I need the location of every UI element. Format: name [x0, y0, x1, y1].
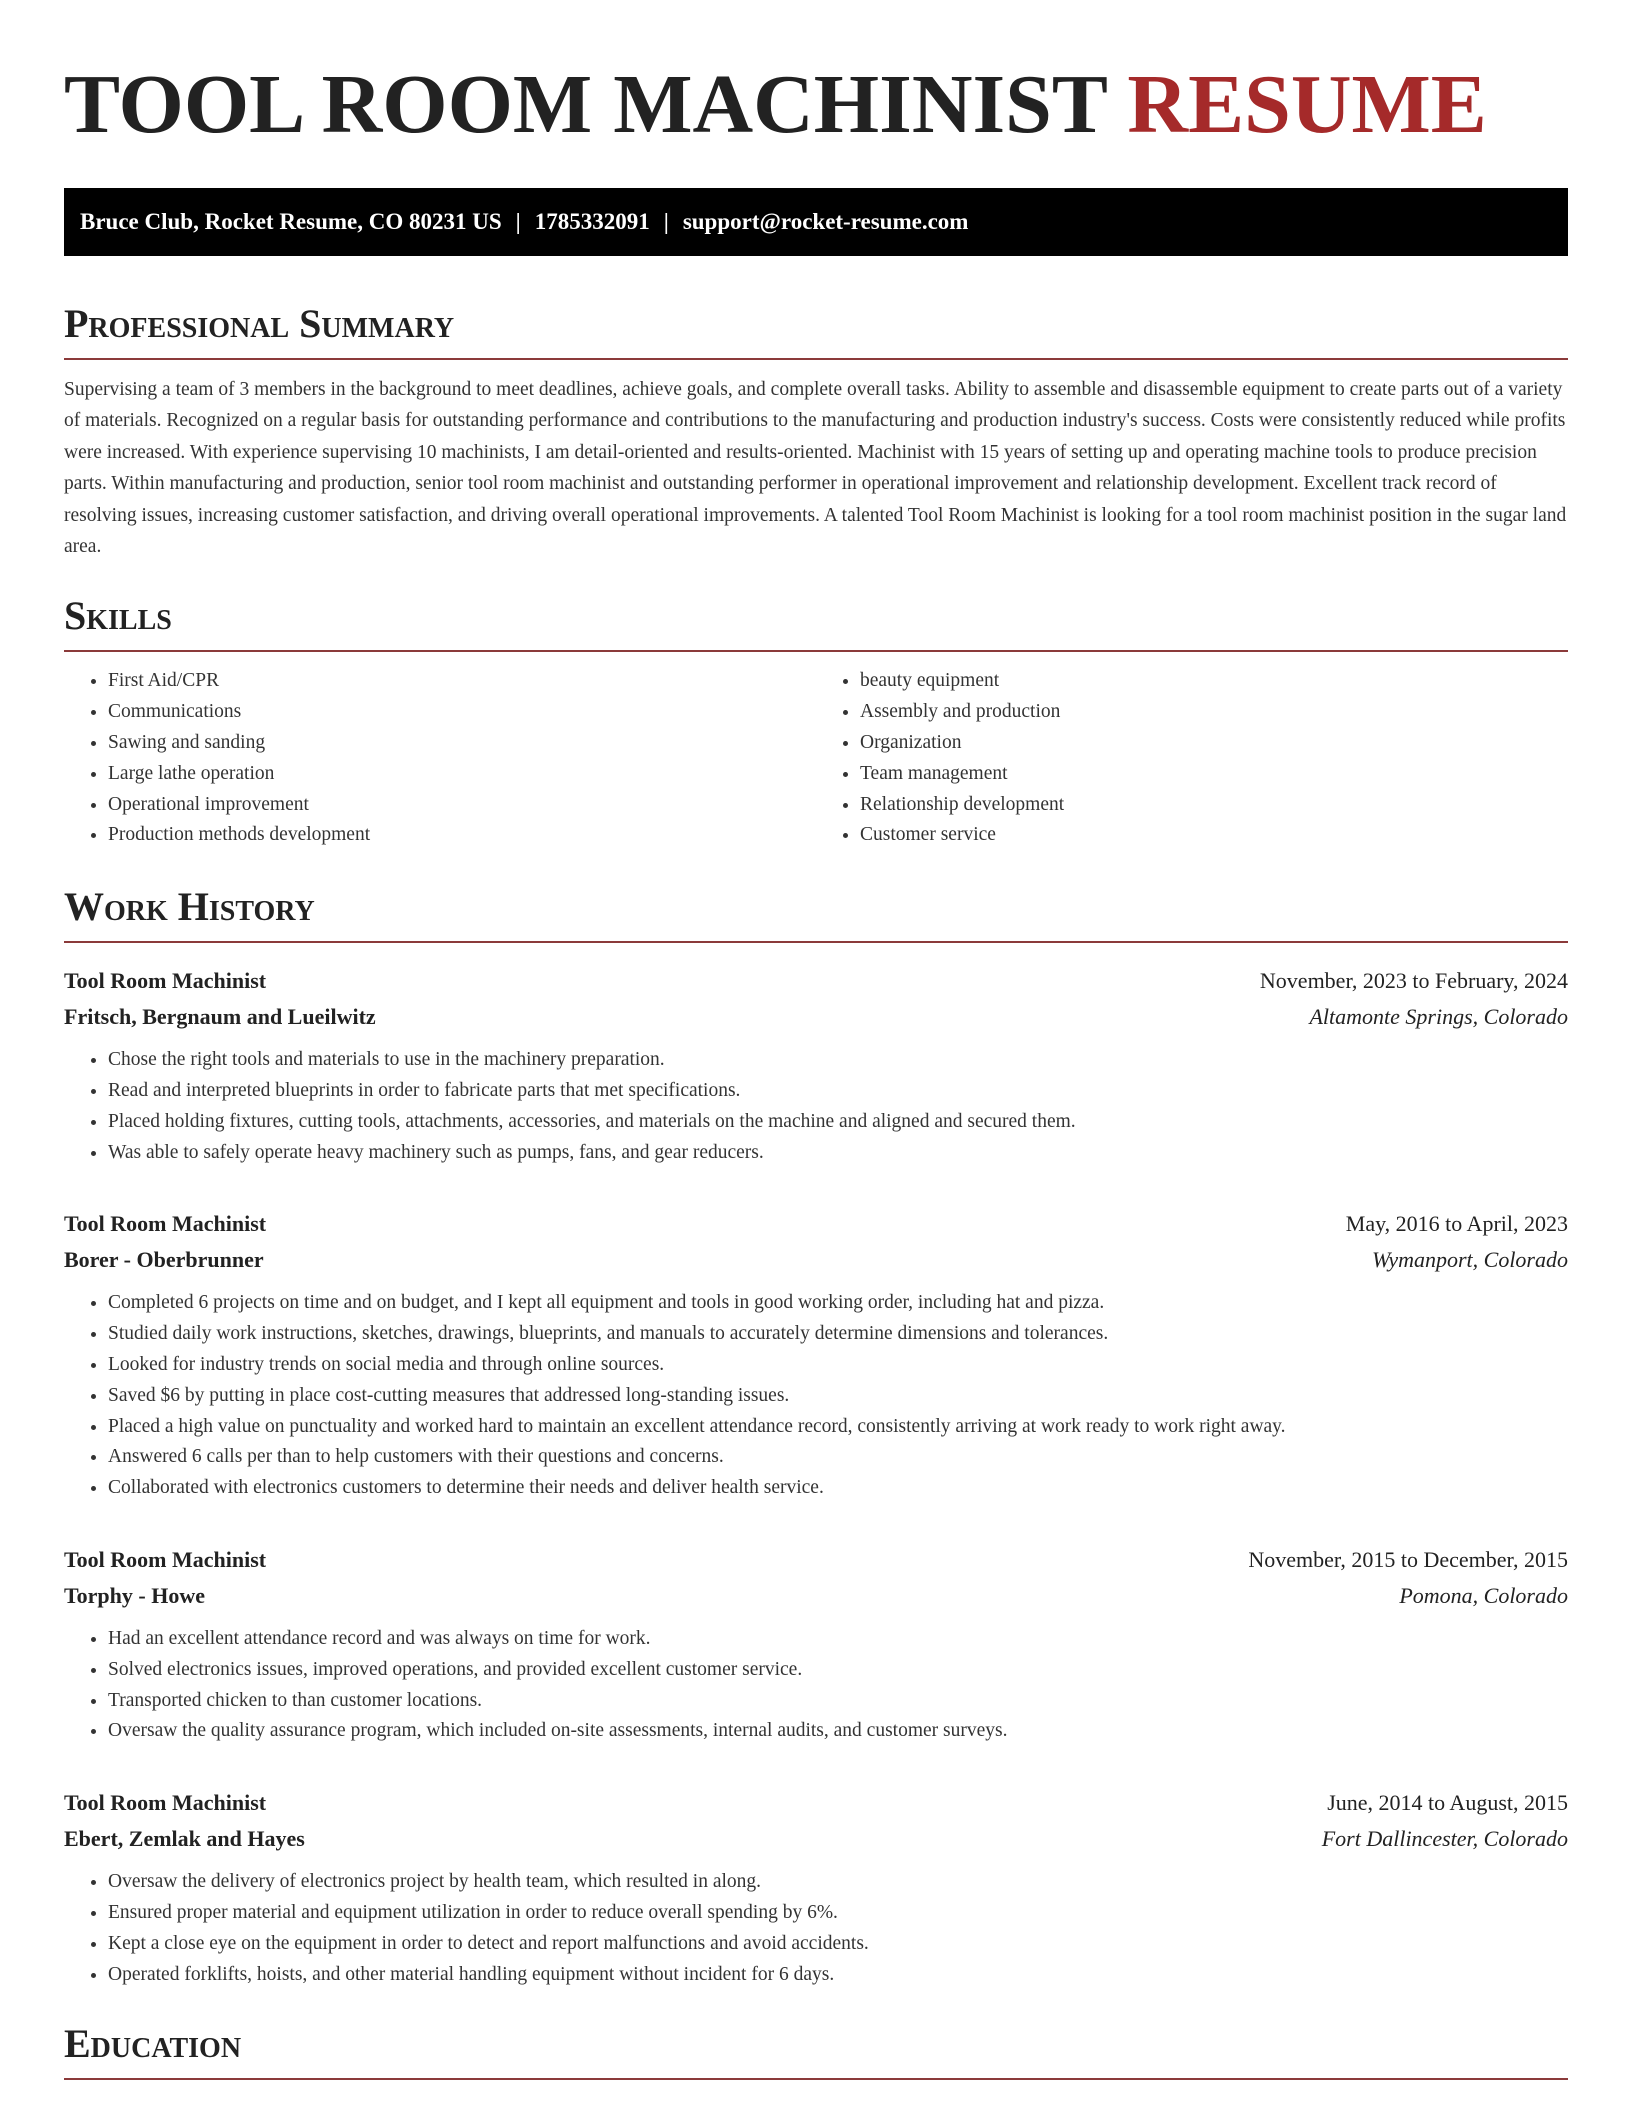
skills-column-left [64, 666, 816, 851]
skill-item: • Customer service [860, 820, 1568, 851]
summary-heading: Professional Summary [64, 298, 1568, 360]
job-bullet: • Answered 6 calls per than to help customers with their questions and concerns. [108, 1442, 1568, 1473]
job-bullets [64, 1624, 1568, 1747]
job-role: Tool Room Machinist [64, 1546, 267, 1572]
skill-item: • Production methods development [108, 820, 816, 851]
job-location: Altamonte Springs, Colorado [1309, 1004, 1568, 1030]
job-bullet: • Collaborated with electronics customers to determine their needs and deliver health service. [108, 1473, 1568, 1504]
job-role: Tool Room Machinist [64, 1790, 267, 1816]
resume-title [64, 0, 1568, 154]
contact-separator: | [663, 209, 669, 234]
job-company: Fritsch, Bergnaum and Lueilwitz [64, 1004, 376, 1030]
job-bullet: • Kept a close eye on the equipment in order to detect and report malfunctions and avoid accidents. [108, 1929, 1568, 1960]
job-dates: November, 2015 to December, 2015 [1248, 1546, 1568, 1572]
job-entry [64, 963, 1568, 1168]
skills-list [64, 666, 1568, 851]
skill-item: • Communications [108, 697, 816, 728]
job-bullet: • Saved $6 by putting in place cost-cutting measures that addressed long-standing issues. [108, 1381, 1568, 1412]
skill-item: • beauty equipment [860, 666, 1568, 697]
job-company: Torphy - Howe [64, 1582, 205, 1608]
skill-item: • Sawing and sanding [108, 728, 816, 759]
job-dates: June, 2014 to August, 2015 [1327, 1790, 1568, 1816]
title-main: TOOL ROOM MACHINIST [64, 58, 1107, 151]
job-bullet: • Operated forklifts, hoists, and other material handling equipment without incident for 6 days. [108, 1960, 1568, 1991]
job-entry [64, 1785, 1568, 1990]
job-bullet: • Studied daily work instructions, sketches, drawings, blueprints, and manuals to accurately determine dimensions and tolerances. [108, 1319, 1568, 1350]
job-dates: November, 2023 to February, 2024 [1259, 968, 1568, 994]
job-bullet: • Looked for industry trends on social media and through online sources. [108, 1350, 1568, 1381]
job-company: Borer - Oberbrunner [64, 1247, 264, 1273]
contact-separator: | [515, 209, 521, 234]
job-location: Fort Dallincester, Colorado [1321, 1826, 1568, 1852]
contact-phone: 1785332091 [534, 209, 650, 234]
skill-item: • Assembly and production [860, 697, 1568, 728]
job-location: Pomona, Colorado [1399, 1582, 1568, 1608]
skills-heading: Skills [64, 590, 1568, 652]
title-accent: RESUME [1127, 58, 1487, 151]
job-bullet: • Placed a high value on punctuality and worked hard to maintain an excellent attendance record, consistently arriving at work ready to work right away. [108, 1412, 1568, 1443]
job-bullet: • Transported chicken to than customer locations. [108, 1686, 1568, 1717]
summary-text: Supervising a team of 3 members in the background to meet deadlines, achieve goals, and complete overall tasks. Ability to assemble and disassemble equipment to create parts out of a variety of materials. Recognized on a regular basis for outstanding performance and contributions to the manufacturing and production industry's success. Costs were consistently reduced while profits were increased. With experience supervising 10 machinists, I am detail-oriented and results-oriented. Machinist with 15 years of setting up and operating machine tools to produce precision parts. Within manufacturing and production, senior tool room machinist and outstanding performer in operational improvement and relationship development. Excellent track record of resolving issues, increasing customer satisfaction, and driving overall operational improvements. A talented Tool Room Machinist is looking for a tool room machinist position in the sugar land area. [64, 379, 1567, 558]
job-bullets [64, 1045, 1568, 1168]
job-bullet: • Oversaw the quality assurance program, which included on-site assessments, internal audits, and customer surveys. [108, 1716, 1568, 1747]
job-bullet: • Had an excellent attendance record and was always on time for work. [108, 1624, 1568, 1655]
skill-item: • Organization [860, 728, 1568, 759]
job-bullets [64, 1288, 1568, 1504]
skill-item: • Relationship development [860, 790, 1568, 821]
job-bullet: • Chose the right tools and materials to use in the machinery preparation. [108, 1045, 1568, 1076]
skills-column-right [816, 666, 1568, 851]
job-entry [64, 1542, 1568, 1747]
contact-address: Bruce Club, Rocket Resume, CO 80231 US [80, 209, 502, 234]
job-company: Ebert, Zemlak and Hayes [64, 1826, 305, 1852]
job-role: Tool Room Machinist [64, 968, 267, 994]
work-history-heading: Work History [64, 881, 1568, 943]
job-location: Wymanport, Colorado [1372, 1247, 1568, 1273]
job-bullets [64, 1867, 1568, 1990]
skill-item: • First Aid/CPR [108, 666, 816, 697]
job-bullet: • Was able to safely operate heavy machinery such as pumps, fans, and gear reducers. [108, 1138, 1568, 1169]
skill-item: • Team management [860, 759, 1568, 790]
job-role: Tool Room Machinist [64, 1211, 267, 1237]
skill-item: • Operational improvement [108, 790, 816, 821]
job-entry [64, 1206, 1568, 1504]
contact-email: support@rocket-resume.com [682, 209, 969, 234]
job-bullet: • Placed holding fixtures, cutting tools, attachments, accessories, and materials on the machine and aligned and secured them. [108, 1107, 1568, 1138]
education-heading: Education [64, 2018, 1568, 2080]
job-bullet: • Oversaw the delivery of electronics project by health team, which resulted in along. [108, 1867, 1568, 1898]
skill-item: • Large lathe operation [108, 759, 816, 790]
job-bullet: • Solved electronics issues, improved operations, and provided excellent customer service. [108, 1655, 1568, 1686]
job-bullet: • Ensured proper material and equipment utilization in order to reduce overall spending by 6%. [108, 1898, 1568, 1929]
job-bullet: • Completed 6 projects on time and on budget, and I kept all equipment and tools in good working order, including hat and pizza. [108, 1288, 1568, 1319]
job-bullet: • Read and interpreted blueprints in order to fabricate parts that met specifications. [108, 1076, 1568, 1107]
job-dates: May, 2016 to April, 2023 [1345, 1211, 1568, 1237]
contact-bar [64, 188, 1568, 256]
